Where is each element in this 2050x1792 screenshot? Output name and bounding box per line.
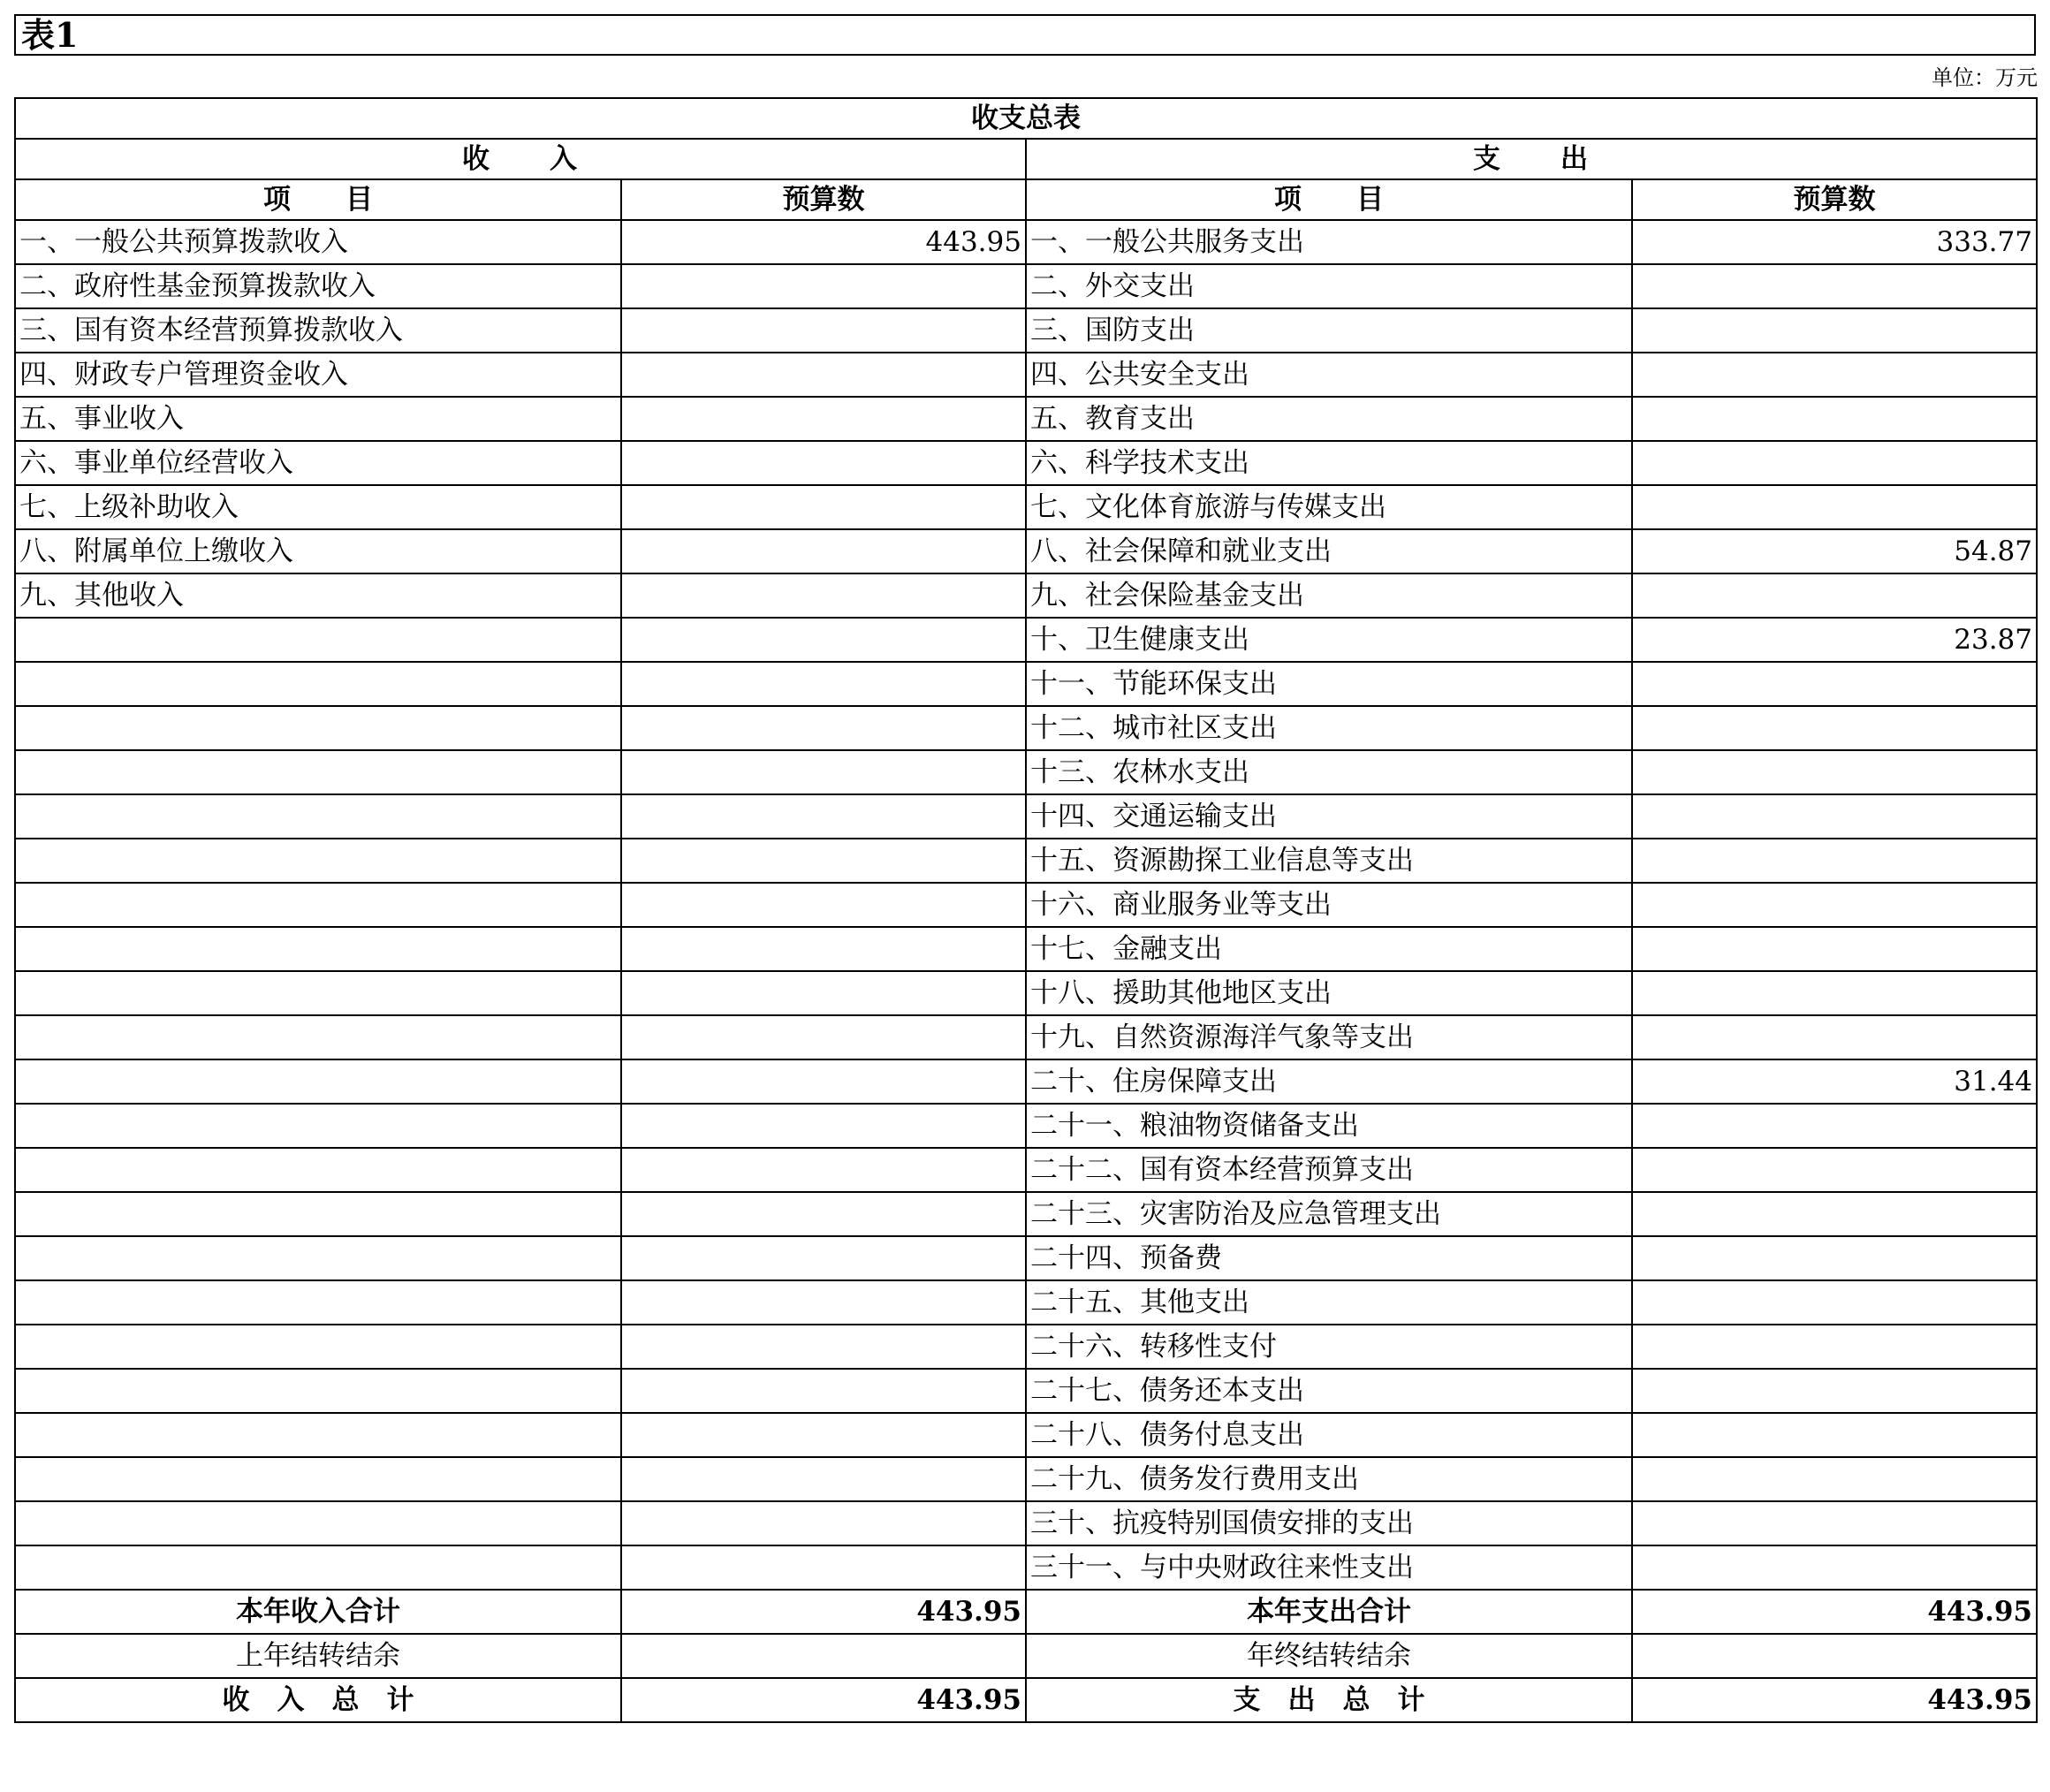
expense-item-cell: 二十八、债务付息支出 xyxy=(1026,1413,1632,1457)
table-row xyxy=(15,839,2037,883)
table-id: 表1 xyxy=(14,14,2036,56)
expense-budget-cell xyxy=(1632,1501,2037,1545)
income-grand-total-label: 收 入 总 计 xyxy=(15,1678,621,1722)
income-item-cell xyxy=(15,927,621,971)
table-row xyxy=(15,662,2037,706)
expense-budget-column-header: 预算数 xyxy=(1632,179,2037,220)
expense-budget-cell xyxy=(1632,441,2037,485)
expense-budget-cell xyxy=(1632,750,2037,794)
expense-item-cell: 七、文化体育旅游与传媒支出 xyxy=(1026,485,1632,529)
table-row xyxy=(15,529,2037,573)
income-year-total-value: 443.95 xyxy=(621,1590,1026,1634)
income-budget-cell xyxy=(621,441,1026,485)
income-section-header: 收 入 xyxy=(15,139,1026,179)
income-item-cell xyxy=(15,618,621,662)
income-budget-cell xyxy=(621,573,1026,618)
expense-item-cell: 十、卫生健康支出 xyxy=(1026,618,1632,662)
income-budget-cell xyxy=(621,1148,1026,1192)
expense-budget-cell xyxy=(1632,353,2037,397)
income-budget-cell xyxy=(621,971,1026,1015)
income-year-total-label: 本年收入合计 xyxy=(15,1590,621,1634)
expense-budget-cell: 23.87 xyxy=(1632,618,2037,662)
expense-item-cell: 十九、自然资源海洋气象等支出 xyxy=(1026,1015,1632,1059)
income-budget-cell xyxy=(621,1501,1026,1545)
income-item-cell xyxy=(15,1369,621,1413)
income-item-column-header: 项 目 xyxy=(15,179,621,220)
income-budget-cell xyxy=(621,706,1026,750)
end-carryover-label: 年终结转结余 xyxy=(1026,1634,1632,1678)
expense-budget-cell xyxy=(1632,794,2037,839)
table-row xyxy=(15,1015,2037,1059)
expense-item-cell: 二十七、债务还本支出 xyxy=(1026,1369,1632,1413)
expense-budget-cell xyxy=(1632,1325,2037,1369)
table-row xyxy=(15,1457,2037,1501)
income-item-cell xyxy=(15,1236,621,1280)
expense-item-cell: 二十四、预备费 xyxy=(1026,1236,1632,1280)
income-item-cell xyxy=(15,883,621,927)
income-item-cell xyxy=(15,971,621,1015)
income-item-cell xyxy=(15,1148,621,1192)
expense-budget-cell xyxy=(1632,706,2037,750)
table-row xyxy=(15,308,2037,353)
table-row xyxy=(15,220,2037,264)
income-budget-cell xyxy=(621,794,1026,839)
expense-item-cell: 一、一般公共服务支出 xyxy=(1026,220,1632,264)
income-item-cell xyxy=(15,1059,621,1104)
income-item-cell xyxy=(15,706,621,750)
expense-item-cell: 八、社会保障和就业支出 xyxy=(1026,529,1632,573)
expense-budget-cell xyxy=(1632,883,2037,927)
expense-budget-cell: 31.44 xyxy=(1632,1059,2037,1104)
income-budget-cell xyxy=(621,1369,1026,1413)
income-budget-cell: 443.95 xyxy=(621,220,1026,264)
expense-budget-cell: 54.87 xyxy=(1632,529,2037,573)
expense-budget-cell xyxy=(1632,397,2037,441)
table-row xyxy=(15,750,2037,794)
expense-item-cell: 十一、节能环保支出 xyxy=(1026,662,1632,706)
table-row xyxy=(15,1545,2037,1590)
expense-budget-cell xyxy=(1632,1369,2037,1413)
table-row xyxy=(15,794,2037,839)
income-budget-cell xyxy=(621,529,1026,573)
income-item-cell xyxy=(15,1280,621,1325)
table-row xyxy=(15,1413,2037,1457)
income-item-cell xyxy=(15,839,621,883)
table-row xyxy=(15,1325,2037,1369)
expense-item-cell: 十八、援助其他地区支出 xyxy=(1026,971,1632,1015)
table-row xyxy=(15,1148,2037,1192)
income-budget-cell xyxy=(621,308,1026,353)
expense-budget-cell xyxy=(1632,308,2037,353)
income-item-cell xyxy=(15,1104,621,1148)
income-item-cell xyxy=(15,1413,621,1457)
expense-budget-cell xyxy=(1632,1104,2037,1148)
expense-item-cell: 三十一、与中央财政往来性支出 xyxy=(1026,1545,1632,1590)
income-item-cell: 五、事业收入 xyxy=(15,397,621,441)
expense-item-cell: 二十三、灾害防治及应急管理支出 xyxy=(1026,1192,1632,1236)
expense-item-cell: 二、外交支出 xyxy=(1026,264,1632,308)
table-row xyxy=(15,264,2037,308)
table-row xyxy=(15,1236,2037,1280)
expense-budget-cell xyxy=(1632,1192,2037,1236)
income-item-cell: 一、一般公共预算拨款收入 xyxy=(15,220,621,264)
expense-budget-cell xyxy=(1632,1457,2037,1501)
expense-item-cell: 五、教育支出 xyxy=(1026,397,1632,441)
income-budget-cell xyxy=(621,1457,1026,1501)
expense-budget-cell xyxy=(1632,1015,2037,1059)
end-carryover-value xyxy=(1632,1634,2037,1678)
expense-budget-cell xyxy=(1632,264,2037,308)
income-item-cell xyxy=(15,750,621,794)
expense-item-cell: 十五、资源勘探工业信息等支出 xyxy=(1026,839,1632,883)
budget-summary-table xyxy=(14,97,2038,1723)
income-item-cell xyxy=(15,794,621,839)
income-budget-cell xyxy=(621,927,1026,971)
income-item-cell xyxy=(15,662,621,706)
expense-item-cell: 十六、商业服务业等支出 xyxy=(1026,883,1632,927)
expense-budget-cell xyxy=(1632,839,2037,883)
expense-item-cell: 十二、城市社区支出 xyxy=(1026,706,1632,750)
expense-budget-cell xyxy=(1632,1236,2037,1280)
expense-budget-cell xyxy=(1632,1545,2037,1590)
expense-grand-total-label: 支 出 总 计 xyxy=(1026,1678,1632,1722)
income-item-cell: 三、国有资本经营预算拨款收入 xyxy=(15,308,621,353)
income-budget-cell xyxy=(621,264,1026,308)
table-row xyxy=(15,441,2037,485)
income-budget-cell xyxy=(621,1192,1026,1236)
table-row xyxy=(15,397,2037,441)
expense-budget-cell xyxy=(1632,1148,2037,1192)
table-row xyxy=(15,883,2037,927)
expense-item-cell: 二十、住房保障支出 xyxy=(1026,1059,1632,1104)
expense-item-cell: 三、国防支出 xyxy=(1026,308,1632,353)
expense-item-column-header: 项 目 xyxy=(1026,179,1632,220)
expense-budget-cell: 333.77 xyxy=(1632,220,2037,264)
expense-grand-total-value: 443.95 xyxy=(1632,1678,2037,1722)
income-budget-cell xyxy=(621,1280,1026,1325)
income-budget-cell xyxy=(621,883,1026,927)
income-budget-cell xyxy=(621,750,1026,794)
income-grand-total-value: 443.95 xyxy=(621,1678,1026,1722)
table-row xyxy=(15,1192,2037,1236)
expense-item-cell: 十七、金融支出 xyxy=(1026,927,1632,971)
table-row xyxy=(15,706,2037,750)
income-budget-cell xyxy=(621,839,1026,883)
table-row xyxy=(15,1059,2037,1104)
income-budget-cell xyxy=(621,618,1026,662)
income-budget-cell xyxy=(621,1104,1026,1148)
expense-budget-cell xyxy=(1632,927,2037,971)
income-budget-cell xyxy=(621,397,1026,441)
income-budget-column-header: 预算数 xyxy=(621,179,1026,220)
income-item-cell: 四、财政专户管理资金收入 xyxy=(15,353,621,397)
income-budget-cell xyxy=(621,485,1026,529)
table-row xyxy=(15,485,2037,529)
expense-item-cell: 十四、交通运输支出 xyxy=(1026,794,1632,839)
expense-budget-cell xyxy=(1632,662,2037,706)
income-item-cell: 七、上级补助收入 xyxy=(15,485,621,529)
income-budget-cell xyxy=(621,1413,1026,1457)
expense-item-cell: 十三、农林水支出 xyxy=(1026,750,1632,794)
expense-budget-cell xyxy=(1632,1413,2037,1457)
income-budget-cell xyxy=(621,1015,1026,1059)
income-budget-cell xyxy=(621,353,1026,397)
expense-item-cell: 九、社会保险基金支出 xyxy=(1026,573,1632,618)
expense-item-cell: 四、公共安全支出 xyxy=(1026,353,1632,397)
income-item-cell: 九、其他收入 xyxy=(15,573,621,618)
expense-budget-cell xyxy=(1632,485,2037,529)
prev-carryover-label: 上年结转结余 xyxy=(15,1634,621,1678)
table-row xyxy=(15,1104,2037,1148)
income-item-cell xyxy=(15,1501,621,1545)
expense-budget-cell xyxy=(1632,573,2037,618)
table-row xyxy=(15,573,2037,618)
income-item-cell xyxy=(15,1015,621,1059)
expense-item-cell: 二十九、债务发行费用支出 xyxy=(1026,1457,1632,1501)
income-item-cell: 八、附属单位上缴收入 xyxy=(15,529,621,573)
expense-item-cell: 三十、抗疫特别国债安排的支出 xyxy=(1026,1501,1632,1545)
table-row xyxy=(15,971,2037,1015)
expense-year-total-label: 本年支出合计 xyxy=(1026,1590,1632,1634)
expense-budget-cell xyxy=(1632,971,2037,1015)
expense-budget-cell xyxy=(1632,1280,2037,1325)
expense-item-cell: 二十五、其他支出 xyxy=(1026,1280,1632,1325)
table-row xyxy=(15,1501,2037,1545)
expense-item-cell: 二十六、转移性支付 xyxy=(1026,1325,1632,1369)
income-item-cell xyxy=(15,1545,621,1590)
income-budget-cell xyxy=(621,662,1026,706)
income-item-cell xyxy=(15,1457,621,1501)
income-budget-cell xyxy=(621,1236,1026,1280)
expense-item-cell: 二十二、国有资本经营预算支出 xyxy=(1026,1148,1632,1192)
table-row xyxy=(15,618,2037,662)
unit-label: 单位：万元 xyxy=(1932,65,2038,90)
expense-item-cell: 六、科学技术支出 xyxy=(1026,441,1632,485)
income-item-cell xyxy=(15,1325,621,1369)
income-budget-cell xyxy=(621,1325,1026,1369)
income-item-cell: 六、事业单位经营收入 xyxy=(15,441,621,485)
table-row xyxy=(15,353,2037,397)
expense-item-cell: 二十一、粮油物资储备支出 xyxy=(1026,1104,1632,1148)
table-title: 收支总表 xyxy=(15,98,2037,139)
expense-section-header: 支 出 xyxy=(1026,139,2037,179)
income-item-cell: 二、政府性基金预算拨款收入 xyxy=(15,264,621,308)
expense-year-total-value: 443.95 xyxy=(1632,1590,2037,1634)
table-row xyxy=(15,927,2037,971)
income-budget-cell xyxy=(621,1059,1026,1104)
table-row xyxy=(15,1369,2037,1413)
income-item-cell xyxy=(15,1192,621,1236)
table-row xyxy=(15,1280,2037,1325)
income-budget-cell xyxy=(621,1545,1026,1590)
prev-carryover-value xyxy=(621,1634,1026,1678)
